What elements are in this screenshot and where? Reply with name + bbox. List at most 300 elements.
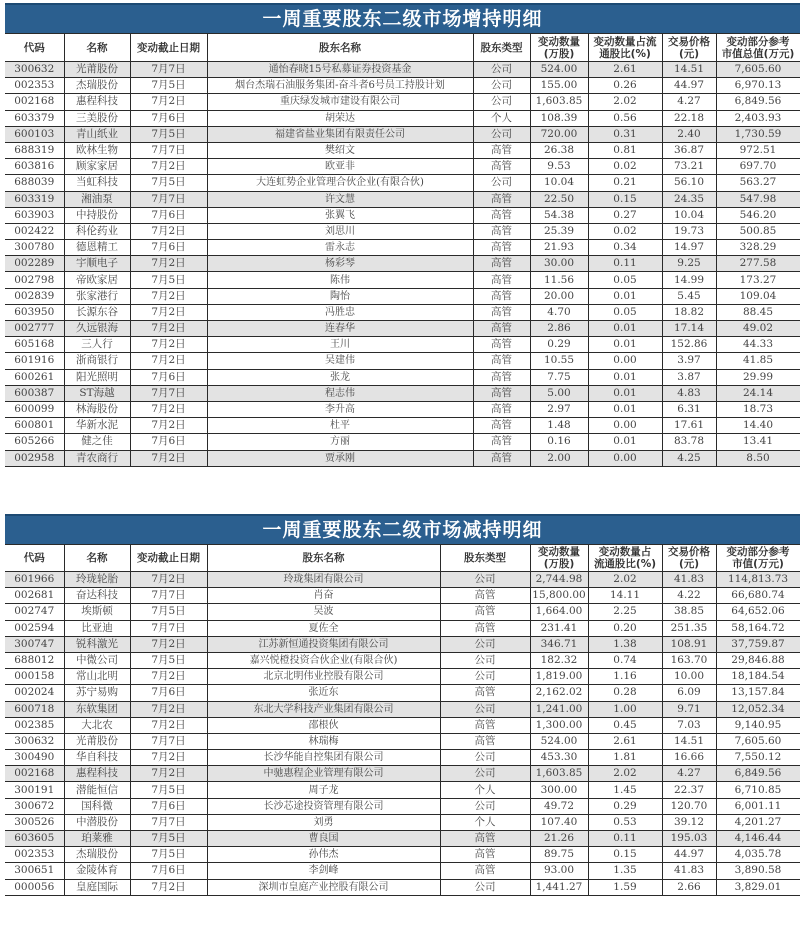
- cell-code: 002353: [5, 78, 64, 94]
- cell-code: 601966: [5, 572, 64, 588]
- cell-price: 38.85: [662, 604, 716, 620]
- cell-qty: 0.29: [530, 337, 588, 353]
- cell-date: 7月7日: [130, 385, 207, 401]
- cell-holder-type: 高管: [440, 717, 530, 733]
- cell-ratio: 0.02: [588, 223, 662, 239]
- cell-stock-name: 浙商银行: [64, 353, 130, 369]
- cell-ratio: 0.05: [588, 304, 662, 320]
- cell-holder-type: 公司: [440, 766, 530, 782]
- table-row: [5, 814, 800, 830]
- cell-holder: 方丽: [207, 434, 473, 450]
- cell-date: 7月5日: [130, 126, 207, 142]
- cell-qty: 231.41: [530, 620, 588, 636]
- cell-value: 972.51: [716, 142, 800, 158]
- cell-price: 3.87: [662, 369, 716, 385]
- cell-date: 7月5日: [130, 782, 207, 798]
- cell-holder-type: 高管: [473, 304, 530, 320]
- cell-holder-type: 高管: [473, 418, 530, 434]
- table-row: [5, 798, 800, 814]
- cell-qty: 1,603.85: [530, 766, 588, 782]
- cell-code: 002747: [5, 604, 64, 620]
- cell-date: 7月6日: [130, 798, 207, 814]
- cell-holder: 樊绍文: [207, 142, 473, 158]
- cell-code: 300632: [5, 62, 64, 78]
- header-ratio-line1: 变动数量占流: [593, 35, 657, 48]
- cell-holder-type: 公司: [473, 175, 530, 191]
- table-row: [5, 588, 800, 604]
- cell-qty: 346.71: [530, 636, 588, 652]
- header-qty-line2: (万股): [543, 558, 575, 570]
- cell-ratio: 0.27: [588, 207, 662, 223]
- header-value-line2: 市值(万元): [732, 558, 784, 570]
- cell-code: 002289: [5, 256, 64, 272]
- cell-price: 39.12: [662, 814, 716, 830]
- cell-ratio: 0.31: [588, 126, 662, 142]
- cell-holder: 杜平: [207, 418, 473, 434]
- cell-value: 7,550.12: [716, 750, 800, 766]
- cell-price: 14.97: [662, 240, 716, 256]
- cell-holder-type: 高管: [473, 191, 530, 207]
- decrease-header-row: [5, 545, 800, 572]
- cell-stock-name: 宇顺电子: [64, 256, 130, 272]
- cell-value: 109.04: [716, 288, 800, 304]
- cell-date: 7月2日: [130, 750, 207, 766]
- cell-date: 7月5日: [130, 272, 207, 288]
- cell-value: 49.02: [716, 321, 800, 337]
- cell-ratio: 0.45: [588, 717, 662, 733]
- cell-qty: 720.00: [530, 126, 588, 142]
- cell-price: 14.51: [662, 62, 716, 78]
- cell-date: 7月6日: [130, 240, 207, 256]
- cell-holder: 连春华: [207, 321, 473, 337]
- cell-holder: 张翼飞: [207, 207, 473, 223]
- cell-holder: 张龙: [207, 369, 473, 385]
- cell-code: 688012: [5, 652, 64, 668]
- cell-qty: 182.32: [530, 652, 588, 668]
- cell-code: 688039: [5, 175, 64, 191]
- cell-ratio: 1.45: [588, 782, 662, 798]
- table-row: [5, 126, 800, 142]
- table-row: [5, 418, 800, 434]
- cell-holder: 吴建伟: [207, 353, 473, 369]
- cell-holder: 王川: [207, 337, 473, 353]
- cell-holder: 中驰惠程企业管理有限公司: [207, 766, 440, 782]
- cell-ratio: 0.81: [588, 142, 662, 158]
- cell-holder-type: 个人: [440, 782, 530, 798]
- cell-value: 6,970.13: [716, 78, 800, 94]
- cell-holder-type: 公司: [440, 750, 530, 766]
- table-row: [5, 288, 800, 304]
- cell-holder-type: 个人: [440, 814, 530, 830]
- cell-stock-name: 惠程科技: [64, 766, 130, 782]
- cell-code: 600387: [5, 385, 64, 401]
- cell-date: 7月7日: [130, 620, 207, 636]
- cell-value: 3,890.58: [716, 863, 800, 879]
- table-row: [5, 369, 800, 385]
- cell-code: 605168: [5, 337, 64, 353]
- cell-holder-type: 公司: [440, 572, 530, 588]
- cell-value: 697.70: [716, 159, 800, 175]
- cell-code: 002681: [5, 588, 64, 604]
- cell-date: 7月2日: [130, 636, 207, 652]
- cell-ratio: 0.01: [588, 401, 662, 417]
- cell-date: 7月6日: [130, 434, 207, 450]
- cell-holder-type: 公司: [440, 701, 530, 717]
- cell-value: 4,201.27: [716, 814, 800, 830]
- cell-code: 002168: [5, 94, 64, 110]
- cell-qty: 1,441.27: [530, 879, 588, 895]
- cell-holder: 贾承刚: [207, 450, 473, 466]
- cell-stock-name: 华新水泥: [64, 418, 130, 434]
- cell-price: 3.97: [662, 353, 716, 369]
- cell-code: 002594: [5, 620, 64, 636]
- table-row: [5, 831, 800, 847]
- cell-qty: 9.53: [530, 159, 588, 175]
- cell-holder: 烟台杰瑞石油服务集团-奋斗者6号员工持股计划: [207, 78, 473, 94]
- cell-holder-type: 高管: [440, 685, 530, 701]
- cell-price: 44.97: [662, 847, 716, 863]
- cell-holder: 东北大学科技产业集团有限公司: [207, 701, 440, 717]
- cell-code: 600103: [5, 126, 64, 142]
- cell-price: 10.00: [662, 669, 716, 685]
- header-price-line1: 交易价格: [668, 546, 710, 558]
- cell-stock-name: 当虹科技: [64, 175, 130, 191]
- header-date: 变动截止日期: [130, 545, 207, 572]
- cell-value: 6,849.56: [716, 766, 800, 782]
- cell-qty: 20.00: [530, 288, 588, 304]
- table-row: [5, 604, 800, 620]
- header-type: 股东类型: [440, 545, 530, 572]
- table-row: [5, 879, 800, 895]
- cell-holder-type: 公司: [473, 62, 530, 78]
- cell-stock-name: 华自科技: [64, 750, 130, 766]
- table-row: [5, 175, 800, 191]
- cell-holder-type: 高管: [440, 863, 530, 879]
- cell-stock-name: 玲珑轮胎: [64, 572, 130, 588]
- cell-value: 13.41: [716, 434, 800, 450]
- cell-date: 7月5日: [130, 78, 207, 94]
- cell-value: 37,759.87: [716, 636, 800, 652]
- cell-holder: 曹良国: [207, 831, 440, 847]
- cell-ratio: 0.29: [588, 798, 662, 814]
- cell-code: 002777: [5, 321, 64, 337]
- cell-value: 29.99: [716, 369, 800, 385]
- cell-stock-name: 顾家家居: [64, 159, 130, 175]
- cell-code: 600261: [5, 369, 64, 385]
- table-row: [5, 142, 800, 158]
- cell-holder-type: 高管: [440, 604, 530, 620]
- cell-date: 7月5日: [130, 847, 207, 863]
- cell-holder-type: 公司: [440, 652, 530, 668]
- cell-value: 1,730.59: [716, 126, 800, 142]
- cell-value: 4,035.78: [716, 847, 800, 863]
- cell-value: 6,710.85: [716, 782, 800, 798]
- cell-holder-type: 公司: [440, 798, 530, 814]
- cell-ratio: 1.35: [588, 863, 662, 879]
- cell-qty: 1,603.85: [530, 94, 588, 110]
- cell-holder-type: 高管: [440, 588, 530, 604]
- cell-stock-name: 常山北明: [64, 669, 130, 685]
- cell-stock-name: 东软集团: [64, 701, 130, 717]
- cell-code: 002168: [5, 766, 64, 782]
- cell-holder-type: 高管: [473, 337, 530, 353]
- header-qty-line1: 变动数量: [538, 546, 580, 558]
- cell-holder: 重庆绿发城市建设有限公司: [207, 94, 473, 110]
- cell-holder-type: 高管: [440, 831, 530, 847]
- cell-price: 4.27: [662, 766, 716, 782]
- header-holder: 股东名称: [207, 545, 440, 572]
- cell-qty: 2.86: [530, 321, 588, 337]
- cell-ratio: 2.02: [588, 766, 662, 782]
- table-row: [5, 782, 800, 798]
- cell-holder: 欧亚非: [207, 159, 473, 175]
- cell-date: 7月2日: [130, 353, 207, 369]
- table-row: [5, 207, 800, 223]
- cell-date: 7月5日: [130, 652, 207, 668]
- header-name: 名称: [64, 545, 130, 572]
- header-ratio-line1: 变动数量占: [598, 546, 652, 558]
- cell-ratio: 0.01: [588, 337, 662, 353]
- table-row: [5, 863, 800, 879]
- cell-stock-name: 苏宁易购: [64, 685, 130, 701]
- cell-stock-name: 光莆股份: [64, 62, 130, 78]
- cell-ratio: 0.00: [588, 450, 662, 466]
- cell-date: 7月2日: [130, 321, 207, 337]
- cell-code: 300780: [5, 240, 64, 256]
- cell-qty: 300.00: [530, 782, 588, 798]
- cell-holder: 刘勇: [207, 814, 440, 830]
- header-price: [662, 34, 716, 62]
- cell-ratio: 0.20: [588, 620, 662, 636]
- cell-price: 5.45: [662, 288, 716, 304]
- decrease-table-body: [5, 572, 800, 896]
- cell-ratio: 2.02: [588, 572, 662, 588]
- table-row: [5, 652, 800, 668]
- cell-qty: 30.00: [530, 256, 588, 272]
- cell-price: 4.83: [662, 385, 716, 401]
- cell-price: 163.70: [662, 652, 716, 668]
- cell-value: 563.27: [716, 175, 800, 191]
- cell-code: 002024: [5, 685, 64, 701]
- cell-value: 500.85: [716, 223, 800, 239]
- cell-price: 195.03: [662, 831, 716, 847]
- cell-ratio: 0.11: [588, 831, 662, 847]
- cell-code: 603379: [5, 110, 64, 126]
- cell-ratio: 2.61: [588, 62, 662, 78]
- cell-code: 002385: [5, 717, 64, 733]
- cell-qty: 4.70: [530, 304, 588, 320]
- cell-ratio: 2.02: [588, 94, 662, 110]
- cell-price: 4.22: [662, 588, 716, 604]
- cell-holder-type: 公司: [473, 94, 530, 110]
- cell-value: 7,605.60: [716, 733, 800, 749]
- cell-ratio: 1.00: [588, 701, 662, 717]
- cell-price: 6.09: [662, 685, 716, 701]
- cell-holder-type: 高管: [440, 620, 530, 636]
- cell-date: 7月2日: [130, 223, 207, 239]
- cell-date: 7月2日: [130, 94, 207, 110]
- header-qty-line2: (万股): [543, 47, 575, 60]
- decrease-title: 一周重要股东二级市场减持明细: [5, 514, 800, 544]
- cell-holder: 林瑞梅: [207, 733, 440, 749]
- header-ratio-line2: 通股比(%): [599, 47, 651, 60]
- cell-stock-name: 青农商行: [64, 450, 130, 466]
- cell-date: 7月5日: [130, 831, 207, 847]
- cell-ratio: 0.11: [588, 256, 662, 272]
- cell-stock-name: 皇庭国际: [64, 879, 130, 895]
- cell-holder-type: 高管: [473, 401, 530, 417]
- table-row: [5, 847, 800, 863]
- table-row: [5, 353, 800, 369]
- cell-price: 19.73: [662, 223, 716, 239]
- cell-value: 29,846.88: [716, 652, 800, 668]
- header-qty: [530, 34, 588, 62]
- table-row: [5, 750, 800, 766]
- cell-date: 7月7日: [130, 814, 207, 830]
- cell-value: 18,184.54: [716, 669, 800, 685]
- cell-value: 6,001.11: [716, 798, 800, 814]
- cell-qty: 93.00: [530, 863, 588, 879]
- cell-price: 14.99: [662, 272, 716, 288]
- cell-holder-type: 公司: [473, 126, 530, 142]
- cell-date: 7月6日: [130, 863, 207, 879]
- cell-stock-name: 欧林生物: [64, 142, 130, 158]
- cell-ratio: 0.01: [588, 385, 662, 401]
- cell-code: 600099: [5, 401, 64, 417]
- cell-stock-name: 阳光照明: [64, 369, 130, 385]
- cell-price: 41.83: [662, 863, 716, 879]
- header-value-line2: 市值总值(万元): [721, 47, 795, 60]
- cell-stock-name: ST海越: [64, 385, 130, 401]
- cell-holder-type: 个人: [473, 110, 530, 126]
- cell-holder-type: 公司: [473, 78, 530, 94]
- cell-date: 7月7日: [130, 191, 207, 207]
- cell-value: 13,157.84: [716, 685, 800, 701]
- cell-code: 600718: [5, 701, 64, 717]
- cell-stock-name: 惠程科技: [64, 94, 130, 110]
- header-date: 变动截止日期: [130, 34, 207, 62]
- cell-date: 7月7日: [130, 142, 207, 158]
- cell-holder: 张近东: [207, 685, 440, 701]
- cell-code: 300490: [5, 750, 64, 766]
- cell-date: 7月2日: [130, 450, 207, 466]
- cell-ratio: 2.25: [588, 604, 662, 620]
- header-ratio: [588, 34, 662, 62]
- cell-price: 108.91: [662, 636, 716, 652]
- cell-value: 64,652.06: [716, 604, 800, 620]
- decrease-section: [5, 514, 800, 896]
- cell-stock-name: 杰瑞股份: [64, 78, 130, 94]
- header-name: 名称: [64, 34, 130, 62]
- cell-value: 14.40: [716, 418, 800, 434]
- cell-date: 7月6日: [130, 207, 207, 223]
- cell-price: 9.25: [662, 256, 716, 272]
- cell-value: 7,605.60: [716, 62, 800, 78]
- increase-header-row: [5, 34, 800, 62]
- cell-qty: 2.00: [530, 450, 588, 466]
- cell-price: 10.04: [662, 207, 716, 223]
- cell-qty: 10.04: [530, 175, 588, 191]
- cell-value: 547.98: [716, 191, 800, 207]
- cell-value: 6,849.56: [716, 94, 800, 110]
- cell-value: 546.20: [716, 207, 800, 223]
- header-qty-line1: 变动数量: [538, 35, 580, 48]
- cell-ratio: 0.02: [588, 159, 662, 175]
- cell-price: 120.70: [662, 798, 716, 814]
- cell-value: 12,052.34: [716, 701, 800, 717]
- decrease-table: [5, 544, 800, 896]
- cell-holder-type: 高管: [473, 142, 530, 158]
- table-row: [5, 78, 800, 94]
- cell-price: 9.71: [662, 701, 716, 717]
- cell-date: 7月2日: [130, 766, 207, 782]
- table-row: [5, 401, 800, 417]
- cell-holder: 冯胜忠: [207, 304, 473, 320]
- cell-price: 41.83: [662, 572, 716, 588]
- cell-ratio: 1.81: [588, 750, 662, 766]
- cell-holder: 雷永志: [207, 240, 473, 256]
- cell-code: 603319: [5, 191, 64, 207]
- cell-holder: 江苏新恒通投资集团有限公司: [207, 636, 440, 652]
- cell-holder: 邵根伙: [207, 717, 440, 733]
- cell-stock-name: 奋达科技: [64, 588, 130, 604]
- cell-date: 7月2日: [130, 669, 207, 685]
- cell-holder-type: 公司: [440, 669, 530, 685]
- cell-date: 7月6日: [130, 110, 207, 126]
- cell-stock-name: 三美股份: [64, 110, 130, 126]
- table-row: [5, 223, 800, 239]
- table-row: [5, 450, 800, 466]
- cell-code: 603903: [5, 207, 64, 223]
- cell-stock-name: 张家港行: [64, 288, 130, 304]
- table-row: [5, 94, 800, 110]
- cell-value: 9,140.95: [716, 717, 800, 733]
- cell-holder-type: 高管: [473, 434, 530, 450]
- cell-ratio: 0.74: [588, 652, 662, 668]
- cell-date: 7月5日: [130, 175, 207, 191]
- cell-stock-name: 林海股份: [64, 401, 130, 417]
- cell-ratio: 0.28: [588, 685, 662, 701]
- cell-stock-name: 金陵体育: [64, 863, 130, 879]
- cell-value: 277.58: [716, 256, 800, 272]
- cell-value: 3,829.01: [716, 879, 800, 895]
- cell-code: 600801: [5, 418, 64, 434]
- header-value-line1: 变动部分参考: [726, 546, 790, 558]
- cell-stock-name: 湘油泵: [64, 191, 130, 207]
- cell-qty: 7.75: [530, 369, 588, 385]
- cell-qty: 10.55: [530, 353, 588, 369]
- cell-holder-type: 高管: [473, 321, 530, 337]
- cell-holder: 长沙芯途投资管理有限公司: [207, 798, 440, 814]
- cell-holder: 长沙华能自控集团有限公司: [207, 750, 440, 766]
- cell-price: 36.87: [662, 142, 716, 158]
- cell-holder-type: 高管: [473, 369, 530, 385]
- cell-ratio: 2.61: [588, 733, 662, 749]
- cell-date: 7月6日: [130, 685, 207, 701]
- cell-qty: 1.48: [530, 418, 588, 434]
- cell-stock-name: 珀莱雅: [64, 831, 130, 847]
- cell-value: 66,680.74: [716, 588, 800, 604]
- cell-holder: 北京北明伟业控股有限公司: [207, 669, 440, 685]
- header-ratio-line2: 流通股比(%): [593, 558, 657, 570]
- cell-qty: 26.38: [530, 142, 588, 158]
- table-row: [5, 766, 800, 782]
- cell-code: 002422: [5, 223, 64, 239]
- table-row: [5, 62, 800, 78]
- header-code: 代码: [5, 545, 64, 572]
- cell-price: 2.66: [662, 879, 716, 895]
- cell-ratio: 1.16: [588, 669, 662, 685]
